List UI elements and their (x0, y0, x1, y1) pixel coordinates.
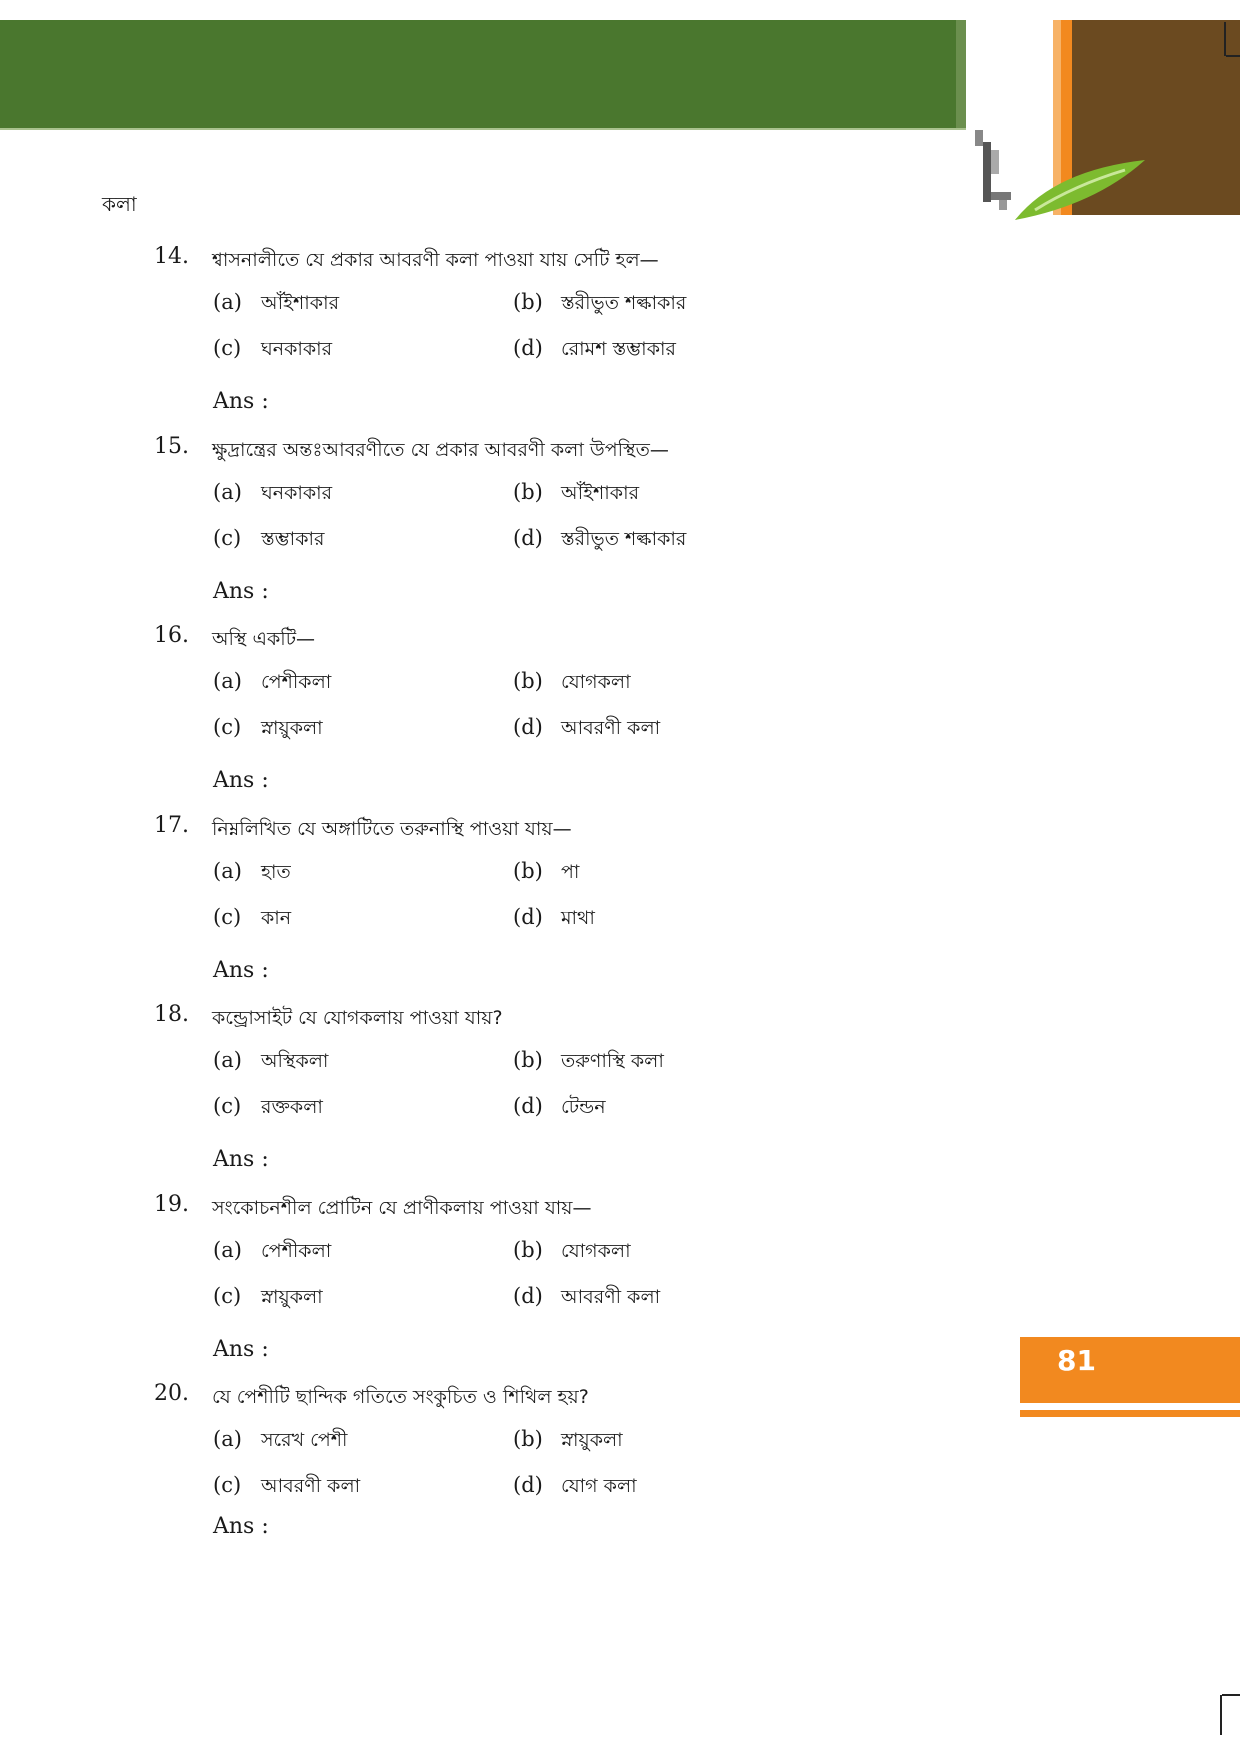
option-item (513, 335, 676, 367)
question-number: 19. (154, 1192, 189, 1217)
crop-mark-top-h (1226, 55, 1240, 57)
answer-label: Ans : (213, 1337, 269, 1362)
option-text: আঁইশাকার (261, 292, 340, 314)
option-text: পা (561, 861, 580, 883)
option-item (513, 525, 686, 557)
option-item (213, 479, 332, 511)
option-text: রোমশ স্তম্ভাকার (561, 338, 676, 360)
option-item (513, 668, 631, 700)
option-item (213, 1047, 328, 1079)
option-letter: (c) (213, 715, 242, 739)
option-item (513, 479, 639, 511)
question-number: 17. (154, 813, 189, 838)
option-text: আবরণী কলা (561, 1286, 661, 1308)
section-label: কলা (102, 192, 137, 216)
page-tab-rule (1020, 1410, 1240, 1417)
stem-icon (975, 130, 1011, 210)
option-text: স্তম্ভাকার (261, 528, 325, 550)
page-number: 81 (1057, 1344, 1096, 1377)
option-text: আবরণী কলা (561, 717, 661, 739)
option-text: স্নায়ুকলা (561, 1429, 623, 1451)
option-text: হাত (261, 861, 291, 883)
answer-label: Ans : (213, 958, 269, 983)
option-letter: (d) (513, 526, 543, 550)
option-letter: (a) (213, 480, 242, 504)
option-text: ঘনকাকার (261, 482, 333, 504)
option-text: পেশীকলা (261, 1240, 332, 1262)
question-number: 15. (154, 434, 189, 459)
option-text: স্তরীভুত শল্কাকার (561, 292, 687, 314)
answer-label: Ans : (213, 1147, 269, 1172)
question-text: নিম্নলিখিত যে অঙ্গাটিতে তরুনাস্থি পাওয়া যায়— (212, 818, 572, 840)
answer-label: Ans : (213, 389, 269, 414)
corner-decoration (975, 20, 1240, 225)
option-letter: (b) (513, 1238, 543, 1262)
option-text: তরুণাস্থি কলা (561, 1050, 664, 1072)
option-item (213, 289, 339, 321)
option-item (513, 1237, 631, 1269)
question-text: যে পেশীটি ছান্দিক গতিতে সংকুচিত ও শিথিল হয়? (212, 1386, 589, 1408)
option-text: ঘনকাকার (261, 338, 333, 360)
option-text: আঁইশাকার (561, 482, 640, 504)
option-letter: (b) (513, 1427, 543, 1451)
option-item (213, 1093, 323, 1125)
option-item (213, 1237, 331, 1269)
option-letter: (d) (513, 715, 543, 739)
option-letter: (c) (213, 1284, 242, 1308)
header-rule (0, 128, 966, 130)
option-text: কান (261, 907, 292, 929)
option-letter: (c) (213, 526, 242, 550)
option-item (213, 668, 331, 700)
option-item (213, 714, 323, 746)
option-letter: (a) (213, 290, 242, 314)
option-item (513, 1093, 606, 1125)
answer-label: Ans : (213, 1514, 269, 1539)
option-text: যোগকলা (561, 1240, 631, 1262)
option-letter: (a) (213, 859, 242, 883)
option-text: রক্তকলা (261, 1096, 323, 1118)
option-text: স্নায়ুকলা (261, 717, 323, 739)
option-letter: (c) (213, 1473, 242, 1497)
option-item (213, 858, 291, 890)
answer-label: Ans : (213, 768, 269, 793)
question-text: কন্ড্রোসাইট যে যোগকলায় পাওয়া যায়? (212, 1007, 503, 1029)
option-letter: (c) (213, 336, 242, 360)
option-letter: (b) (513, 480, 543, 504)
option-item (213, 904, 291, 936)
option-letter: (d) (513, 1473, 543, 1497)
header-band (0, 20, 966, 128)
crop-mark-bottom (1220, 1695, 1222, 1735)
option-item (513, 1283, 660, 1315)
option-item (213, 335, 332, 367)
question-number: 16. (154, 623, 189, 648)
option-letter: (b) (513, 1048, 543, 1072)
option-letter: (b) (513, 859, 543, 883)
option-text: টেন্ডন (561, 1096, 606, 1118)
option-text: মাথা (561, 907, 595, 929)
option-letter: (c) (213, 905, 242, 929)
option-text: স্তরীভুত শল্কাকার (561, 528, 687, 550)
option-letter: (a) (213, 1427, 242, 1451)
option-letter: (d) (513, 1284, 543, 1308)
crop-mark-top (1224, 22, 1226, 56)
option-text: আবরণী কলা (261, 1475, 361, 1497)
option-item (213, 1426, 347, 1458)
option-letter: (b) (513, 290, 543, 314)
page-number-tab (1020, 1337, 1240, 1403)
option-item (513, 858, 579, 890)
option-item (213, 1283, 323, 1315)
option-item (213, 525, 324, 557)
option-text: যোগ কলা (561, 1475, 637, 1497)
option-item (513, 1426, 623, 1458)
option-letter: (d) (513, 1094, 543, 1118)
question-text: ক্ষুদ্রান্ত্রের অন্তঃআবরণীতে যে প্রকার আবরণী কলা উপস্থিত— (212, 439, 669, 461)
answer-label: Ans : (213, 579, 269, 604)
option-letter: (a) (213, 1238, 242, 1262)
crop-mark-bottom-h (1222, 1694, 1240, 1696)
header-band-edge (956, 20, 966, 128)
question-text: সংকোচনশীল প্রোটিন যে প্রাণীকলায় পাওয়া যায়— (212, 1197, 592, 1219)
option-item (513, 1472, 637, 1504)
option-text: পেশীকলা (261, 671, 332, 693)
option-item (513, 714, 660, 746)
question-number: 20. (154, 1381, 189, 1406)
question-number: 14. (154, 244, 189, 269)
option-letter: (a) (213, 669, 242, 693)
question-number: 18. (154, 1002, 189, 1027)
question-text: অস্থি একটি— (212, 628, 316, 650)
option-text: যোগকলা (561, 671, 631, 693)
option-text: অস্থিকলা (261, 1050, 329, 1072)
option-letter: (a) (213, 1048, 242, 1072)
question-text: শ্বাসনালীতে যে প্রকার আবরণী কলা পাওয়া যায় সেটি হল— (212, 249, 659, 271)
option-letter: (b) (513, 669, 543, 693)
option-text: সরেখ পেশী (261, 1429, 348, 1451)
option-letter: (d) (513, 336, 543, 360)
option-letter: (d) (513, 905, 543, 929)
option-text: স্নায়ুকলা (261, 1286, 323, 1308)
option-item (513, 1047, 664, 1079)
option-item (513, 904, 595, 936)
option-item (513, 289, 686, 321)
option-letter: (c) (213, 1094, 242, 1118)
option-item (213, 1472, 360, 1504)
